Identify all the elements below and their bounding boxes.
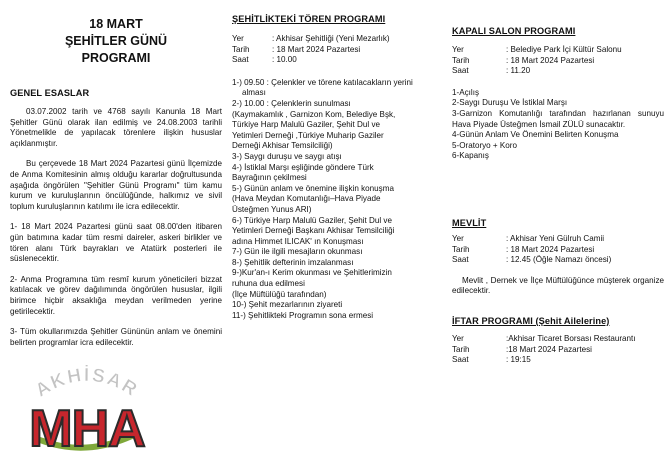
list-item: 3-Garnizon Komutanlığı tarafından hazırlanan sunuyu Hava Piyade Üsteğmen İsmail ZÜLÜ sunacaktır.	[452, 108, 664, 129]
list-item: 6-Kapanış	[452, 151, 489, 161]
list-item: 1-) 09.50 : Çelenkler ve törene katılacakların yerini	[232, 77, 413, 87]
info-row	[452, 56, 664, 67]
iftar-info	[452, 334, 664, 366]
info-value: : 10.00	[272, 55, 297, 65]
left-column	[10, 0, 222, 348]
info-row	[232, 55, 442, 66]
info-row	[452, 245, 664, 256]
info-row	[452, 45, 664, 56]
list-item: 5-Oratoryo + Koro	[452, 140, 518, 150]
info-row	[232, 34, 442, 45]
title-line: ŞEHİTLER GÜNÜ	[64, 34, 168, 48]
info-key: Tarih	[452, 344, 470, 354]
list-item: ruhuna dua edilmesi	[232, 279, 305, 289]
paragraph: Bu çerçevede 18 Mart 2024 Pazartesi günü İlçemizde de Anma Komitesinin almış olduğu kararlar doğrultusunda aşağıda öngörülen "Şehitler Günü Programı" tüm kamu kurum ve kuruluşlarının öncülüğünde, halkımız ve sivil toplum kuruluşlarının katılımı ile icra edilecektir.	[10, 159, 222, 211]
list-item: 11-) Şehitlikteki Programın sona ermesi	[232, 310, 374, 320]
list-item: 8-) Şehitlik defterinin imzalanması	[232, 257, 354, 267]
iftar-heading: İFTAR PROGRAMI (Şehit Ailelerine)	[452, 315, 610, 326]
mha-letters: MHA	[29, 400, 145, 458]
indoor-steps	[452, 88, 664, 162]
arc-text: AKHİSAR	[31, 364, 143, 402]
list-item: 7-) Gün ile ilgili mesajların okunması	[232, 247, 363, 257]
list-item: Derneği Akhisar Temsilciliği)	[232, 141, 333, 151]
mevlit-heading: MEVLİT	[452, 217, 487, 228]
info-value: : 12.45 (Öğle Namazı öncesi)	[506, 255, 612, 265]
list-item: Yetimleri Derneği Başkanı Akhisar Temsilciliği	[232, 226, 395, 236]
info-row	[452, 66, 664, 77]
info-row	[452, 234, 664, 245]
info-key: Saat	[452, 255, 469, 265]
info-key: Saat	[452, 66, 469, 76]
list-item: 2-) 10.00 : Çelenklerin sunulması	[232, 98, 351, 108]
info-value: : 18 Mart 2024 Pazartesi	[506, 244, 595, 254]
list-item: 5-) Günün anlam ve önemine ilişkin konuşma	[232, 183, 394, 193]
info-row	[232, 45, 442, 56]
list-item: 9-)Kur'an-ı Kerim okunması ve Şehitlerimizin	[232, 268, 392, 278]
list-item: Üsteğmen Yunus ARI)	[232, 204, 312, 214]
mevlit-note: Mevlit , Dernek ve İlçe Müftülüğünce müşterek organize edilecektir.	[452, 275, 664, 296]
ceremony-steps	[232, 78, 442, 322]
paragraph: 3- Tüm okullarımızda Şehitler Gününün anlam ve önemini belirten programlar icra edilecektir.	[10, 327, 222, 347]
list-item: (Hava Meydan Komutanlığı–Hava Piyade	[232, 194, 381, 204]
info-key: Tarih	[452, 55, 470, 65]
info-key: Saat	[452, 355, 469, 365]
info-value: : 19:15	[506, 355, 531, 365]
ceremony-program-heading: ŞEHİTLİKTEKİ TÖREN PROGRAMI	[232, 14, 386, 24]
info-value: : Akhisar Şehitliği (Yeni Mezarlık)	[272, 34, 390, 43]
info-row	[452, 255, 664, 266]
info-key: Yer	[452, 333, 464, 343]
info-value: : 18 Mart 2024 Pazartesi	[506, 55, 595, 65]
list-item: 6-) Türkiye Harp Malulü Gaziler, Şehit Dul ve	[232, 215, 392, 225]
list-item: 2-Saygı Duruşu Ve İstiklal Marşı	[452, 98, 568, 108]
info-value: : 18 Mart 2024 Pazartesi	[272, 44, 361, 54]
right-column	[452, 0, 664, 366]
ceremony-info	[232, 34, 442, 66]
list-item: Yetimleri Derneği ,Türkiye Muharip Gaziler	[232, 130, 384, 140]
list-item: Türkiye Harp Malulü Gaziler, Şehit Dul ve	[232, 120, 380, 130]
list-item: (Kaymakamlık , Garnizon Kom, Belediye Bşk,	[232, 109, 396, 119]
middle-column	[232, 0, 442, 321]
page-title	[10, 16, 222, 67]
info-key: Tarih	[452, 244, 470, 254]
list-item: 1-Açılış	[452, 87, 479, 97]
title-line: PROGRAMI	[81, 51, 151, 65]
title-line: 18 MART	[89, 17, 143, 31]
list-item: adına Himmet ILICAK' ın Konuşması	[232, 236, 364, 246]
list-item: (İlçe Müftülüğü tarafından)	[232, 289, 327, 299]
mevlit-info	[452, 234, 664, 266]
indoor-info	[452, 45, 664, 77]
indoor-program-heading: KAPALI SALON PROGRAMI	[452, 26, 576, 36]
list-item: 3-) Saygı duruşu ve saygı atışı	[232, 151, 342, 161]
info-row	[452, 355, 664, 366]
info-row	[452, 334, 664, 345]
info-key: Yer	[232, 34, 244, 43]
paragraph: 2- Anma Programına tüm resmî kurum yöneticileri bizzat katılacak ve görev dağılımında öngörülen hususlar, ilgili birimce hiçbir aksaklığa meydan verilmeden yerine getirilecektir.	[10, 274, 222, 316]
mha-watermark-logo	[12, 362, 162, 465]
info-row	[452, 345, 664, 356]
info-key: Tarih	[232, 44, 250, 54]
list-item: 10-) Şehit mezarlarının ziyareti	[232, 300, 343, 310]
info-value: : Akhisar Yeni Gülruh Camii	[506, 233, 605, 243]
info-key: Yer	[452, 233, 464, 243]
info-key: Saat	[232, 55, 249, 65]
list-item: alması	[242, 88, 266, 98]
mha-logo-icon	[12, 362, 162, 465]
info-value: : 11.20	[506, 66, 531, 76]
list-item: 4-Günün Anlam Ve Önemini Belirten Konuşma	[452, 130, 619, 140]
info-value: :Akhisar Ticaret Borsası Restaurantı	[506, 333, 636, 343]
info-value: : Belediye Park İçi Kültür Salonu	[506, 45, 622, 54]
list-item: Bayrağının çekilmesi	[232, 173, 307, 183]
general-principles-heading: GENEL ESASLAR	[10, 88, 90, 98]
info-value: :18 Mart 2024 Pazartesi	[506, 344, 592, 354]
list-item: 4-) İstiklal Marşı eşliğinde gönderе Türk	[232, 162, 374, 172]
paragraph: 03.07.2002 tarih ve 4768 sayılı Kanunla 18 Mart Şehitler Günü olarak ilan edilmiş ve 24.08.2003 tarihli Yönetmelikle de yapılacak törenlere ilişkin hususlar açıklanmıştır.	[10, 107, 222, 148]
info-key: Yer	[452, 45, 464, 54]
paragraph: 1- 18 Mart 2024 Pazartesi günü saat 08.00'den itibaren gün batımına kadar tüm resmi daireler, askeri birlikler ve tören alanı Türk bayrakları ve Atatürk posterleri ile süslenecektir.	[10, 222, 222, 264]
